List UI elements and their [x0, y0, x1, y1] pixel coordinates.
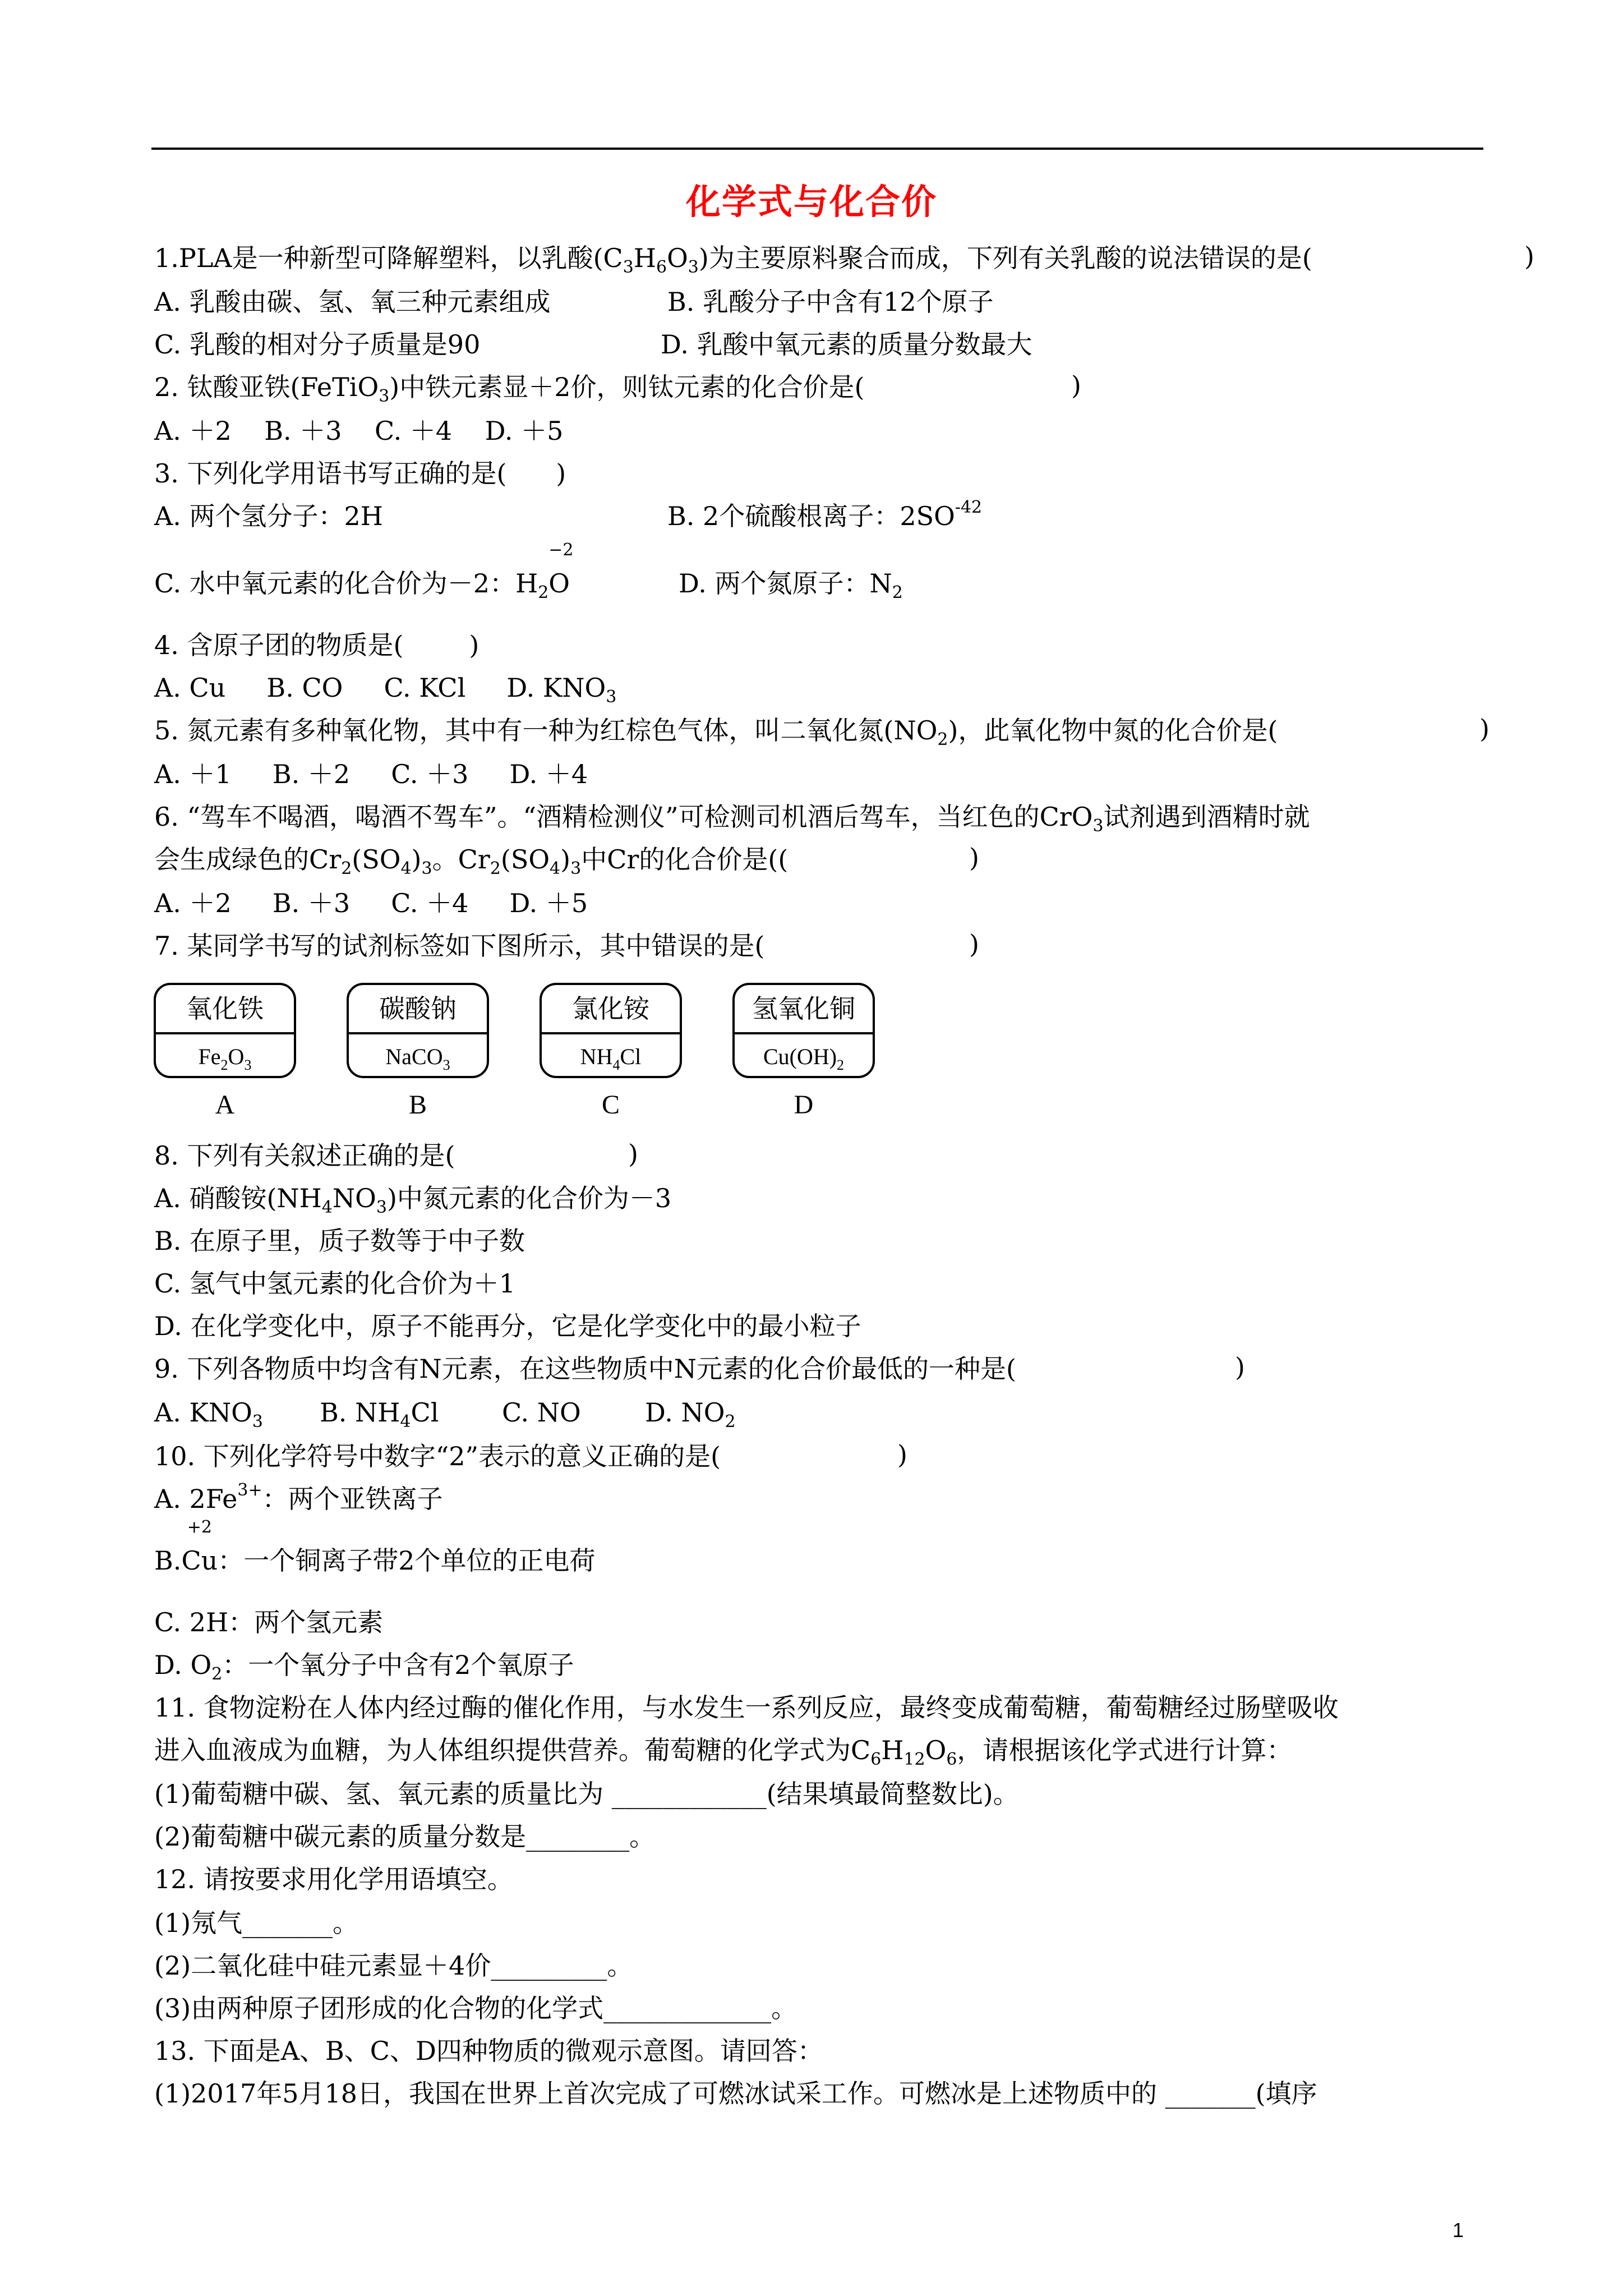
- question-12-sub-3: (3)由两种原子团形成的化合物的化学式_____________。: [154, 1993, 797, 2023]
- label-letter-a: A: [215, 1090, 235, 1120]
- reagent-label-b: [347, 983, 489, 1078]
- question-12-stem: 12. 请按要求用化学用语填空。: [154, 1864, 513, 1894]
- question-7-stem: 7. 某同学书写的试剂标签如下图所示，其中错误的是(: [154, 931, 765, 961]
- label-divider: [156, 1032, 294, 1034]
- question-1-close-paren: ): [1524, 241, 1534, 272]
- question-2-stem: 2. 钛酸亚铁(FeTiO$_3$)中铁元素显＋2价，则钛元素的化合价是(: [154, 372, 865, 406]
- question-8-option-a: A. 硝酸铵$(NH_4NO_3)$中氮元素的化合价为－3: [154, 1183, 672, 1217]
- question-10-option-d: D. $O_2$：一个氧分子中含有2个氧原子: [154, 1650, 574, 1684]
- question-8-close-paren: ): [628, 1139, 638, 1169]
- question-10-option-a: A. $2Fe^{3+}$：两个亚铁离子: [154, 1480, 443, 1514]
- question-8-stem: 8. 下列有关叙述正确的是(: [154, 1140, 455, 1171]
- question-9-option-b: B. $NH_4Cl$: [320, 1397, 439, 1432]
- reagent-label-a: [154, 983, 296, 1078]
- question-1-option-c: C. 乳酸的相对分子质量是90: [154, 329, 481, 360]
- label-formula: $Fe_2O_3$: [198, 1044, 252, 1073]
- question-9-option-c: C. NO: [502, 1397, 581, 1428]
- question-7-close-paren: ): [969, 929, 979, 959]
- question-4-options: A. Cu B. CO C. KCl D. $KNO_3$: [154, 673, 617, 707]
- question-5-close-paren: ): [1479, 714, 1490, 744]
- label-letter-b: B: [408, 1090, 427, 1120]
- page-title: 化学式与化合价: [685, 181, 937, 222]
- question-1-stem: 1.PLA是一种新型可降解塑料，以乳酸$(C_3H_6O_3)$为主要原料聚合而成，下列有关乳酸的说法错误的是(: [154, 243, 1312, 277]
- label-name: 氯化铵: [572, 993, 649, 1024]
- reagent-label-d: [732, 983, 875, 1078]
- header-rule: [151, 148, 1483, 150]
- question-8-option-b: B. 在原子里，质子数等于中子数: [154, 1226, 525, 1256]
- question-6-line-2: 会生成绿色的$Cr_2(SO_4)_3$。$Cr_2(SO_4)_3$中Cr的化合价是((: [154, 844, 789, 878]
- question-11-line-2: 进入血液成为血糖，为人体组织提供营养。葡萄糖的化学式为$C_6H_{12}O_6$，请根据该化学式进行计算：: [154, 1735, 1293, 1769]
- question-3-option-b: B. 2个硫酸根离子：$2SO^{-42}$: [667, 498, 983, 531]
- label-divider: [542, 1032, 680, 1034]
- question-6-line-1: 6. “驾车不喝酒，喝酒不驾车”。“酒精检测仪”可检测司机酒后驾车，当红色的CrO$_3$试剂遇到酒精时就: [154, 802, 1310, 836]
- question-11-sub-1: (1)葡萄糖中碳、氢、氧元素的质量比为 ____________(结果填最简整数比)。: [154, 1779, 1019, 1809]
- question-4-stem: 4. 含原子团的物质是( ): [154, 630, 479, 660]
- question-13-sub-1: (1)2017年5月18日，我国在世界上首次完成了可燃冰试采工作。可燃冰是上述物质中的 _______(填序: [154, 2078, 1317, 2109]
- question-11-line-1: 11. 食物淀粉在人体内经过酶的催化作用，与水发生一系列反应，最终变成葡萄糖，葡萄糖经过肠壁吸收: [154, 1692, 1339, 1723]
- question-8-option-d: D. 在化学变化中，原子不能再分，它是化学变化中的最小粒子: [154, 1311, 861, 1341]
- question-1-option-b: B. 乳酸分子中含有12个原子: [667, 287, 994, 317]
- question-1-option-d: D. 乳酸中氧元素的质量分数最大: [661, 329, 1032, 360]
- label-divider: [349, 1032, 487, 1034]
- question-3-stem: 3. 下列化学用语书写正确的是( ): [154, 458, 566, 489]
- question-9-close-paren: ): [1235, 1352, 1245, 1382]
- question-12-sub-1: (1)氖气_______。: [154, 1908, 359, 1938]
- question-10-stem: 10. 下列化学符号中数字“2”表示的意义正确的是(: [154, 1441, 721, 1471]
- label-letter-d: D: [794, 1090, 814, 1120]
- label-formula: $NH_4Cl$: [580, 1044, 642, 1073]
- question-3-option-c: C. 水中氧元素的化合价为－2：$H_2$ −2 O: [154, 540, 574, 602]
- valence-mark: +2: [187, 1517, 212, 1537]
- question-12-sub-2: (2)二氧化硅中硅元素显＋4价_________。: [154, 1950, 633, 1981]
- question-5-stem: 5. 氮元素有多种氧化物，其中有一种为红棕色气体，叫二氧化氮$(NO_2)$，此氧化物中氮的化合价是(: [154, 715, 1278, 749]
- label-formula: NaCO$_3$: [385, 1044, 450, 1073]
- question-10-close-paren: ): [897, 1439, 907, 1470]
- question-1-option-a: A. 乳酸由碳、氢、氧三种元素组成: [154, 287, 551, 317]
- question-3-option-d: D. 两个氮原子：$N_2$: [679, 568, 903, 602]
- question-6-close-paren: ): [969, 843, 979, 873]
- question-9-stem: 9. 下列各物质中均含有N元素，在这些物质中N元素的化合价最低的一种是(: [154, 1354, 1016, 1384]
- label-name: 氧化铁: [186, 993, 264, 1024]
- question-10-option-b: B. +2 Cu：一个铜离子带2个单位的正电荷: [154, 1517, 596, 1576]
- reagent-label-c: [540, 983, 682, 1078]
- question-3-option-a: A. 两个氢分子：2H: [154, 501, 383, 531]
- label-formula: $Cu(OH)_2$: [763, 1044, 845, 1073]
- question-9-option-d: D. $NO_2$: [645, 1397, 736, 1432]
- question-2-options: A. ＋2 B. ＋3 C. ＋4 D. ＋5: [154, 416, 564, 446]
- question-5-options: A. ＋1 B. ＋2 C. ＋3 D. ＋4: [154, 759, 588, 789]
- question-2-close-paren: ): [1071, 370, 1081, 401]
- question-13-stem: 13. 下面是A、B、C、D四种物质的微观示意图。请回答：: [154, 2036, 823, 2066]
- label-name: 碳酸钠: [379, 993, 457, 1024]
- label-letter-c: C: [601, 1090, 620, 1120]
- label-name: 氢氧化铜: [752, 993, 855, 1024]
- page-number: 1: [1453, 2219, 1464, 2242]
- label-divider: [735, 1032, 873, 1034]
- question-10-option-c: C. 2H：两个氢元素: [154, 1607, 384, 1637]
- reagent-labels: [151, 983, 1105, 1120]
- question-6-options: A. ＋2 B. ＋3 C. ＋4 D. ＋5: [154, 888, 588, 918]
- question-11-sub-2: (2)葡萄糖中碳元素的质量分数是________。: [154, 1821, 656, 1852]
- question-9-option-a: A. $KNO_3$: [154, 1397, 263, 1432]
- question-8-option-c: C. 氢气中氢元素的化合价为＋1: [154, 1268, 516, 1299]
- valence-mark: −2: [548, 540, 574, 560]
